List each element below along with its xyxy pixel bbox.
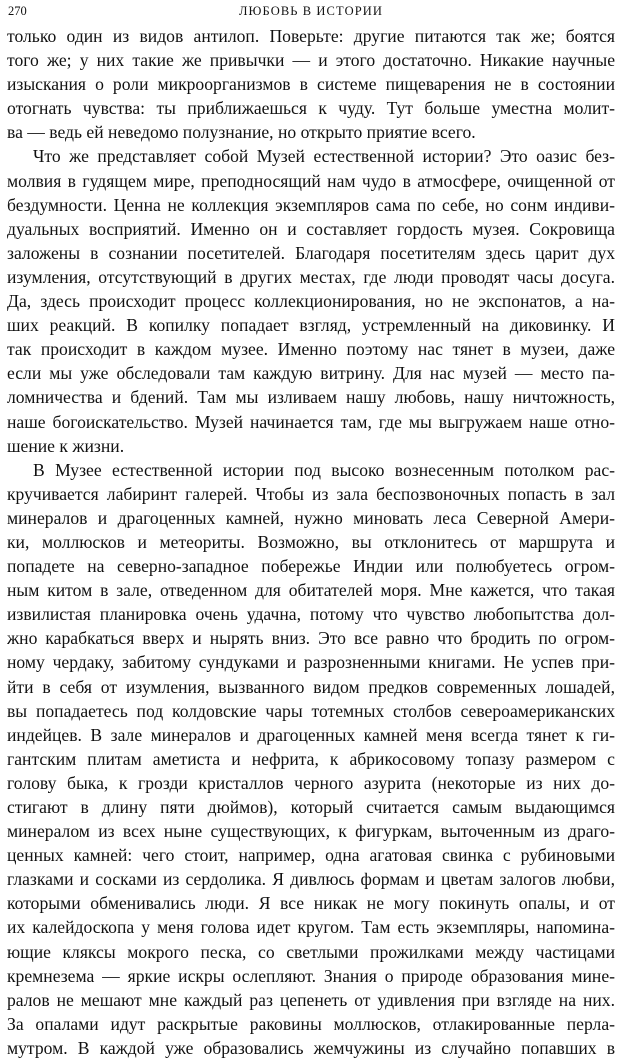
running-title: ЛЮБОВЬ В ИСТОРИИ	[238, 4, 384, 18]
text-line: ки, моллюсков и метеориты. Возможно, вы отклонитесь от маршрута и	[7, 531, 615, 552]
body-text	[7, 24, 615, 1060]
text-line: заложены в сознании посетителей. Благодаря посетителям здесь царит дух	[7, 242, 615, 263]
text-line: стигают в длину пяти дюймов), который считается самым выдающимся	[7, 797, 615, 817]
text-line: изыскания о роли микроорганизмов в системе пищеварения не в состоянии	[7, 74, 615, 95]
text-line: которыми обменивались люди. Я все никак не могу покинуть опалы, и от	[7, 893, 615, 914]
running-header	[7, 0, 615, 24]
text-line: так происходит в каждом музее. Именно поэтому нас тянет в музеи, даже	[7, 339, 615, 360]
text-line: минералов и драгоценных камней, нужно миновать леса Северной Амери-	[7, 507, 615, 528]
text-line: бездумности. Ценна не коллекция экземпляров сама по себе, но сонм индиви-	[7, 194, 615, 215]
text-line: кремнезема — яркие искры ослепляют. Знания о природе образования мине-	[7, 965, 615, 986]
text-line: ломничества и бдений. Там мы изливаем нашу любовь, нашу ничтожность,	[7, 387, 615, 408]
text-line: жно карабкаться вверх и нырять вниз. Это все равно что бродить по огром-	[7, 628, 615, 649]
page-number: 270	[8, 4, 27, 18]
text-line: отогнать чувства: ты приближаешься к чуду. Тут больше уместна молит-	[7, 98, 615, 119]
text-line: попадете на северно-западное побережье Индии или полюбуетесь огром-	[7, 556, 615, 577]
text-line: изумления, отсутствующий в других местах, где люди проводят часы досуга.	[7, 266, 615, 287]
text-line: молвия в гудящем мире, преподносящий нам чудо в атмосфере, очищенной от	[7, 170, 615, 191]
text-line: В Музее естественной истории под высоко вознесенным потолком рас-	[33, 459, 615, 480]
paragraph	[7, 144, 615, 457]
text-line: Что же представляет собой Музей естественной истории? Это оазис без-	[33, 146, 615, 167]
text-line: шение к жизни.	[7, 435, 125, 456]
text-line: ющие кляксы мокрого песка, со светлыми прожилками между частицами	[7, 941, 615, 962]
text-line: индейцев. В зале минералов и драгоценных камней меня всегда тянет к ги-	[7, 724, 615, 745]
text-line: гантским плитам аметиста и нефрита, к абрикосовому топазу размером с	[7, 748, 615, 769]
text-line: если мы уже обследовали там каждую витрину. Для нас музей — место па-	[7, 363, 615, 384]
text-line: ценных камней: чего стоит, например, одна агатовая свинка с рубиновыми	[7, 845, 615, 866]
paragraph	[7, 458, 615, 1060]
text-line: только один из видов антилоп. Поверьте: другие питаются так же; боятся	[7, 26, 615, 46]
text-line: минералом из всех ныне существующих, к фигуркам, выточенным из драго-	[7, 821, 615, 842]
text-line: йти в себя от изумления, вызванного видом предков современных лошадей,	[7, 676, 615, 697]
text-line: вы попадаетесь под колдовские чары тотемных столбов североамериканских	[7, 700, 615, 721]
text-line: извилистая планировка очень удачна, потому что чувство любопытства дол-	[7, 604, 615, 625]
text-line: дуальных восприятий. Именно он и составляет гордость музея. Сокровища	[7, 218, 615, 239]
text-line: глазками и сосками из сердолика. Я дивлюсь формам и цветам залогов любви,	[7, 869, 615, 890]
text-line: ному чердаку, забитому сундуками и разрозненными книгами. Не успев при-	[7, 652, 615, 673]
text-line: их калейдоскопа у меня голова идет кругом. Там есть экземпляры, напомина-	[7, 917, 615, 938]
text-line: наше богоискательство. Музей начинается там, где мы выгружаем наше отно-	[7, 411, 615, 432]
paragraph	[7, 24, 615, 144]
text-line: того же; у них такие же привычки — и этого достаточно. Никакие научные	[7, 50, 615, 71]
text-line: ших реакций. В копилку попадает взгляд, устремленный на диковинку. И	[7, 315, 615, 336]
text-line: мутром. В каждой уже образовались жемчужины из случайно попавших в	[7, 1037, 615, 1058]
text-line: За опалами идут раскрытые раковины моллюсков, отлакированные перла-	[7, 1013, 615, 1034]
text-line: голову быка, к грозди кристаллов черного азурита (некоторые из них до-	[7, 772, 615, 793]
text-line: ным китом в зале, отведенном для обитателей моря. Мне кажется, что такая	[7, 580, 615, 601]
text-line: ралов не мешают мне каждый раз цепенеть от удивления при взгляде на них.	[7, 989, 615, 1010]
text-line: ва — ведь ей неведомо полузнание, но открыто приятие всего.	[7, 122, 476, 143]
text-line: кручивается лабиринт галерей. Чтобы из зала беспозвоночных попасть в зал	[7, 483, 615, 504]
text-line: Да, здесь происходит процесс коллекционирования, но не экспонатов, а на-	[7, 291, 615, 312]
